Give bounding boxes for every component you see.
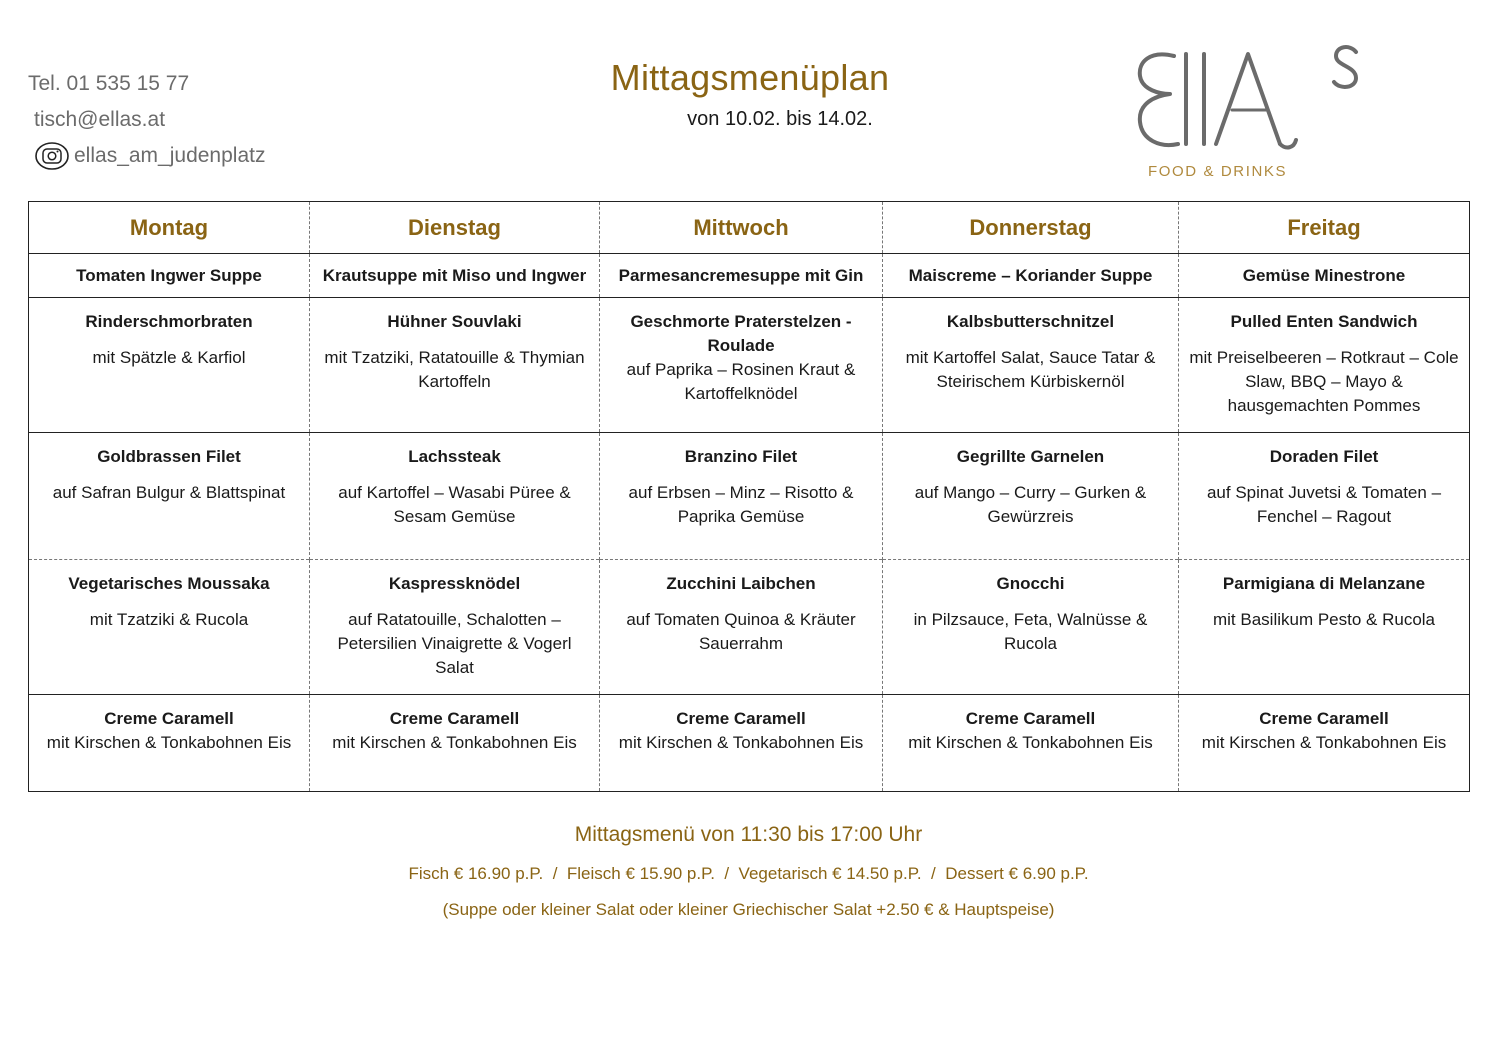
dish-name: Creme Caramell <box>676 709 806 728</box>
date-range: von 10.02. bis 14.02. <box>687 108 873 130</box>
dish-side: auf Kartoffel – Wasabi Püree & Sesam Gemüse <box>338 483 571 526</box>
dish-side: in Pilzsauce, Feta, Walnüsse & Rucola <box>913 610 1148 653</box>
meat-cell <box>29 298 310 433</box>
meat-cell <box>883 298 1179 433</box>
day-header: Freitag <box>1179 202 1470 254</box>
meat-cell <box>600 298 883 433</box>
dish-name: Gegrillte Garnelen <box>956 447 1105 466</box>
fish-cell <box>29 433 310 560</box>
soup-cell: Parmesancremesuppe mit Gin <box>600 254 883 298</box>
dish-name: Hühner Souvlaki <box>387 312 522 331</box>
dish-name: Kalbsbutterschnitzel <box>946 312 1115 331</box>
day-header: Donnerstag <box>883 202 1179 254</box>
dish-name: Parmigiana di Melanzane <box>1222 574 1426 593</box>
dish-name: Gnocchi <box>996 574 1065 593</box>
dish-name: Creme Caramell <box>104 709 234 728</box>
day-header-row <box>29 202 1470 254</box>
fish-cell <box>1179 433 1470 560</box>
header <box>550 54 950 134</box>
dish-side: auf Paprika – Rosinen Kraut & Kartoffelknödel <box>626 360 856 403</box>
price-list: Fisch € 16.90 p.P. / Fleisch € 15.90 p.P. / Vegetarisch € 14.50 p.P. / Dessert € 6.90 p.P. <box>408 864 1089 883</box>
dish-side: mit Preiselbeeren – Rotkraut – Cole Slaw, BBQ – Mayo & hausgemachten Pommes <box>1189 348 1459 415</box>
dish-name: Vegetarisches Moussaka <box>68 574 270 593</box>
soup-cell: Gemüse Minestrone <box>1179 254 1470 298</box>
soup-cell: Krautsuppe mit Miso und Ingwer <box>310 254 600 298</box>
dish-name: Pulled Enten Sandwich <box>1230 312 1418 331</box>
dish-side: mit Kirschen & Tonkabohnen Eis <box>1201 733 1447 752</box>
veg-cell <box>310 560 600 695</box>
instagram-handle <box>34 138 265 174</box>
dish-name: Branzino Filet <box>684 447 798 466</box>
dish-side: mit Tzatziki, Ratatouille & Thymian Kartoffeln <box>324 348 585 391</box>
dish-name: Lachssteak <box>408 447 501 466</box>
meat-cell <box>1179 298 1470 433</box>
veg-row <box>29 560 1470 695</box>
soup-cell: Maiscreme – Koriander Suppe <box>883 254 1179 298</box>
dish-name: Rinderschmorbraten <box>85 312 253 331</box>
meat-cell <box>310 298 600 433</box>
dish-side: mit Spätzle & Karfiol <box>92 348 246 367</box>
day-header: Montag <box>29 202 310 254</box>
dish-side: mit Kirschen & Tonkabohnen Eis <box>46 733 292 752</box>
dish-side: auf Tomaten Quinoa & Kräuter Sauerrahm <box>626 610 856 653</box>
dish-name: Kaspressknödel <box>388 574 521 593</box>
dessert-cell <box>883 695 1179 792</box>
dish-name: Geschmorte Praterstelzen - Roulade <box>630 312 852 355</box>
dish-name: Creme Caramell <box>389 709 520 728</box>
dish-name: Zucchini Laibchen <box>666 574 816 593</box>
fish-row <box>29 433 1470 560</box>
fish-cell <box>600 433 883 560</box>
dish-side: mit Kirschen & Tonkabohnen Eis <box>908 733 1153 752</box>
day-header: Mittwoch <box>600 202 883 254</box>
dish-side: auf Spinat Juvetsi & Tomaten – Fenchel – Ragout <box>1206 483 1442 526</box>
day-header: Dienstag <box>310 202 600 254</box>
dish-side: mit Tzatziki & Rucola <box>89 610 249 629</box>
dish-side: auf Safran Bulgur & Blattspinat <box>52 483 286 502</box>
dish-name: Creme Caramell <box>1259 709 1389 728</box>
menu-note: (Suppe oder kleiner Salat oder kleiner Griechischer Salat +2.50 € & Hauptspeise) <box>442 900 1055 919</box>
dessert-cell <box>310 695 600 792</box>
soup-row <box>29 254 1470 298</box>
dish-side: auf Erbsen – Minz – Risotto & Paprika Gemüse <box>628 483 854 526</box>
contact-block <box>28 66 265 174</box>
veg-cell <box>29 560 310 695</box>
instagram-icon <box>34 141 70 171</box>
soup-cell: Tomaten Ingwer Suppe <box>29 254 310 298</box>
dish-name: Doraden Filet <box>1269 447 1379 466</box>
menu-table <box>28 201 1470 792</box>
dish-name: Creme Caramell <box>965 709 1096 728</box>
meat-row <box>29 298 1470 433</box>
veg-cell <box>883 560 1179 695</box>
dessert-row <box>29 695 1470 792</box>
dish-side: mit Kartoffel Salat, Sauce Tatar & Steirischem Kürbiskernöl <box>905 348 1156 391</box>
dish-side: mit Kirschen & Tonkabohnen Eis <box>332 733 577 752</box>
logo-tagline: FOOD & DRINKS <box>1148 163 1288 180</box>
email-address: tisch@ellas.at <box>34 108 166 131</box>
page-title: Mittagsmenüplan <box>610 57 890 98</box>
veg-cell <box>1179 560 1470 695</box>
lunch-hours: Mittagsmenü von 11:30 bis 17:00 Uhr <box>574 823 923 846</box>
fish-cell <box>883 433 1179 560</box>
dish-side: auf Ratatouille, Schalotten – Petersilien Vinaigrette & Vogerl Salat <box>337 610 572 677</box>
dessert-cell <box>600 695 883 792</box>
dish-side: auf Mango – Curry – Gurken & Gewürzreis <box>914 483 1147 526</box>
fish-cell <box>310 433 600 560</box>
dish-side: mit Kirschen & Tonkabohnen Eis <box>618 733 864 752</box>
dessert-cell <box>29 695 310 792</box>
dish-name: Goldbrassen Filet <box>97 447 241 466</box>
instagram-label: ellas_am_judenplatz <box>74 144 266 167</box>
veg-cell <box>600 560 883 695</box>
dish-side: mit Basilikum Pesto & Rucola <box>1212 610 1436 629</box>
dessert-cell <box>1179 695 1470 792</box>
phone-number: Tel. 01 535 15 77 <box>28 72 190 95</box>
